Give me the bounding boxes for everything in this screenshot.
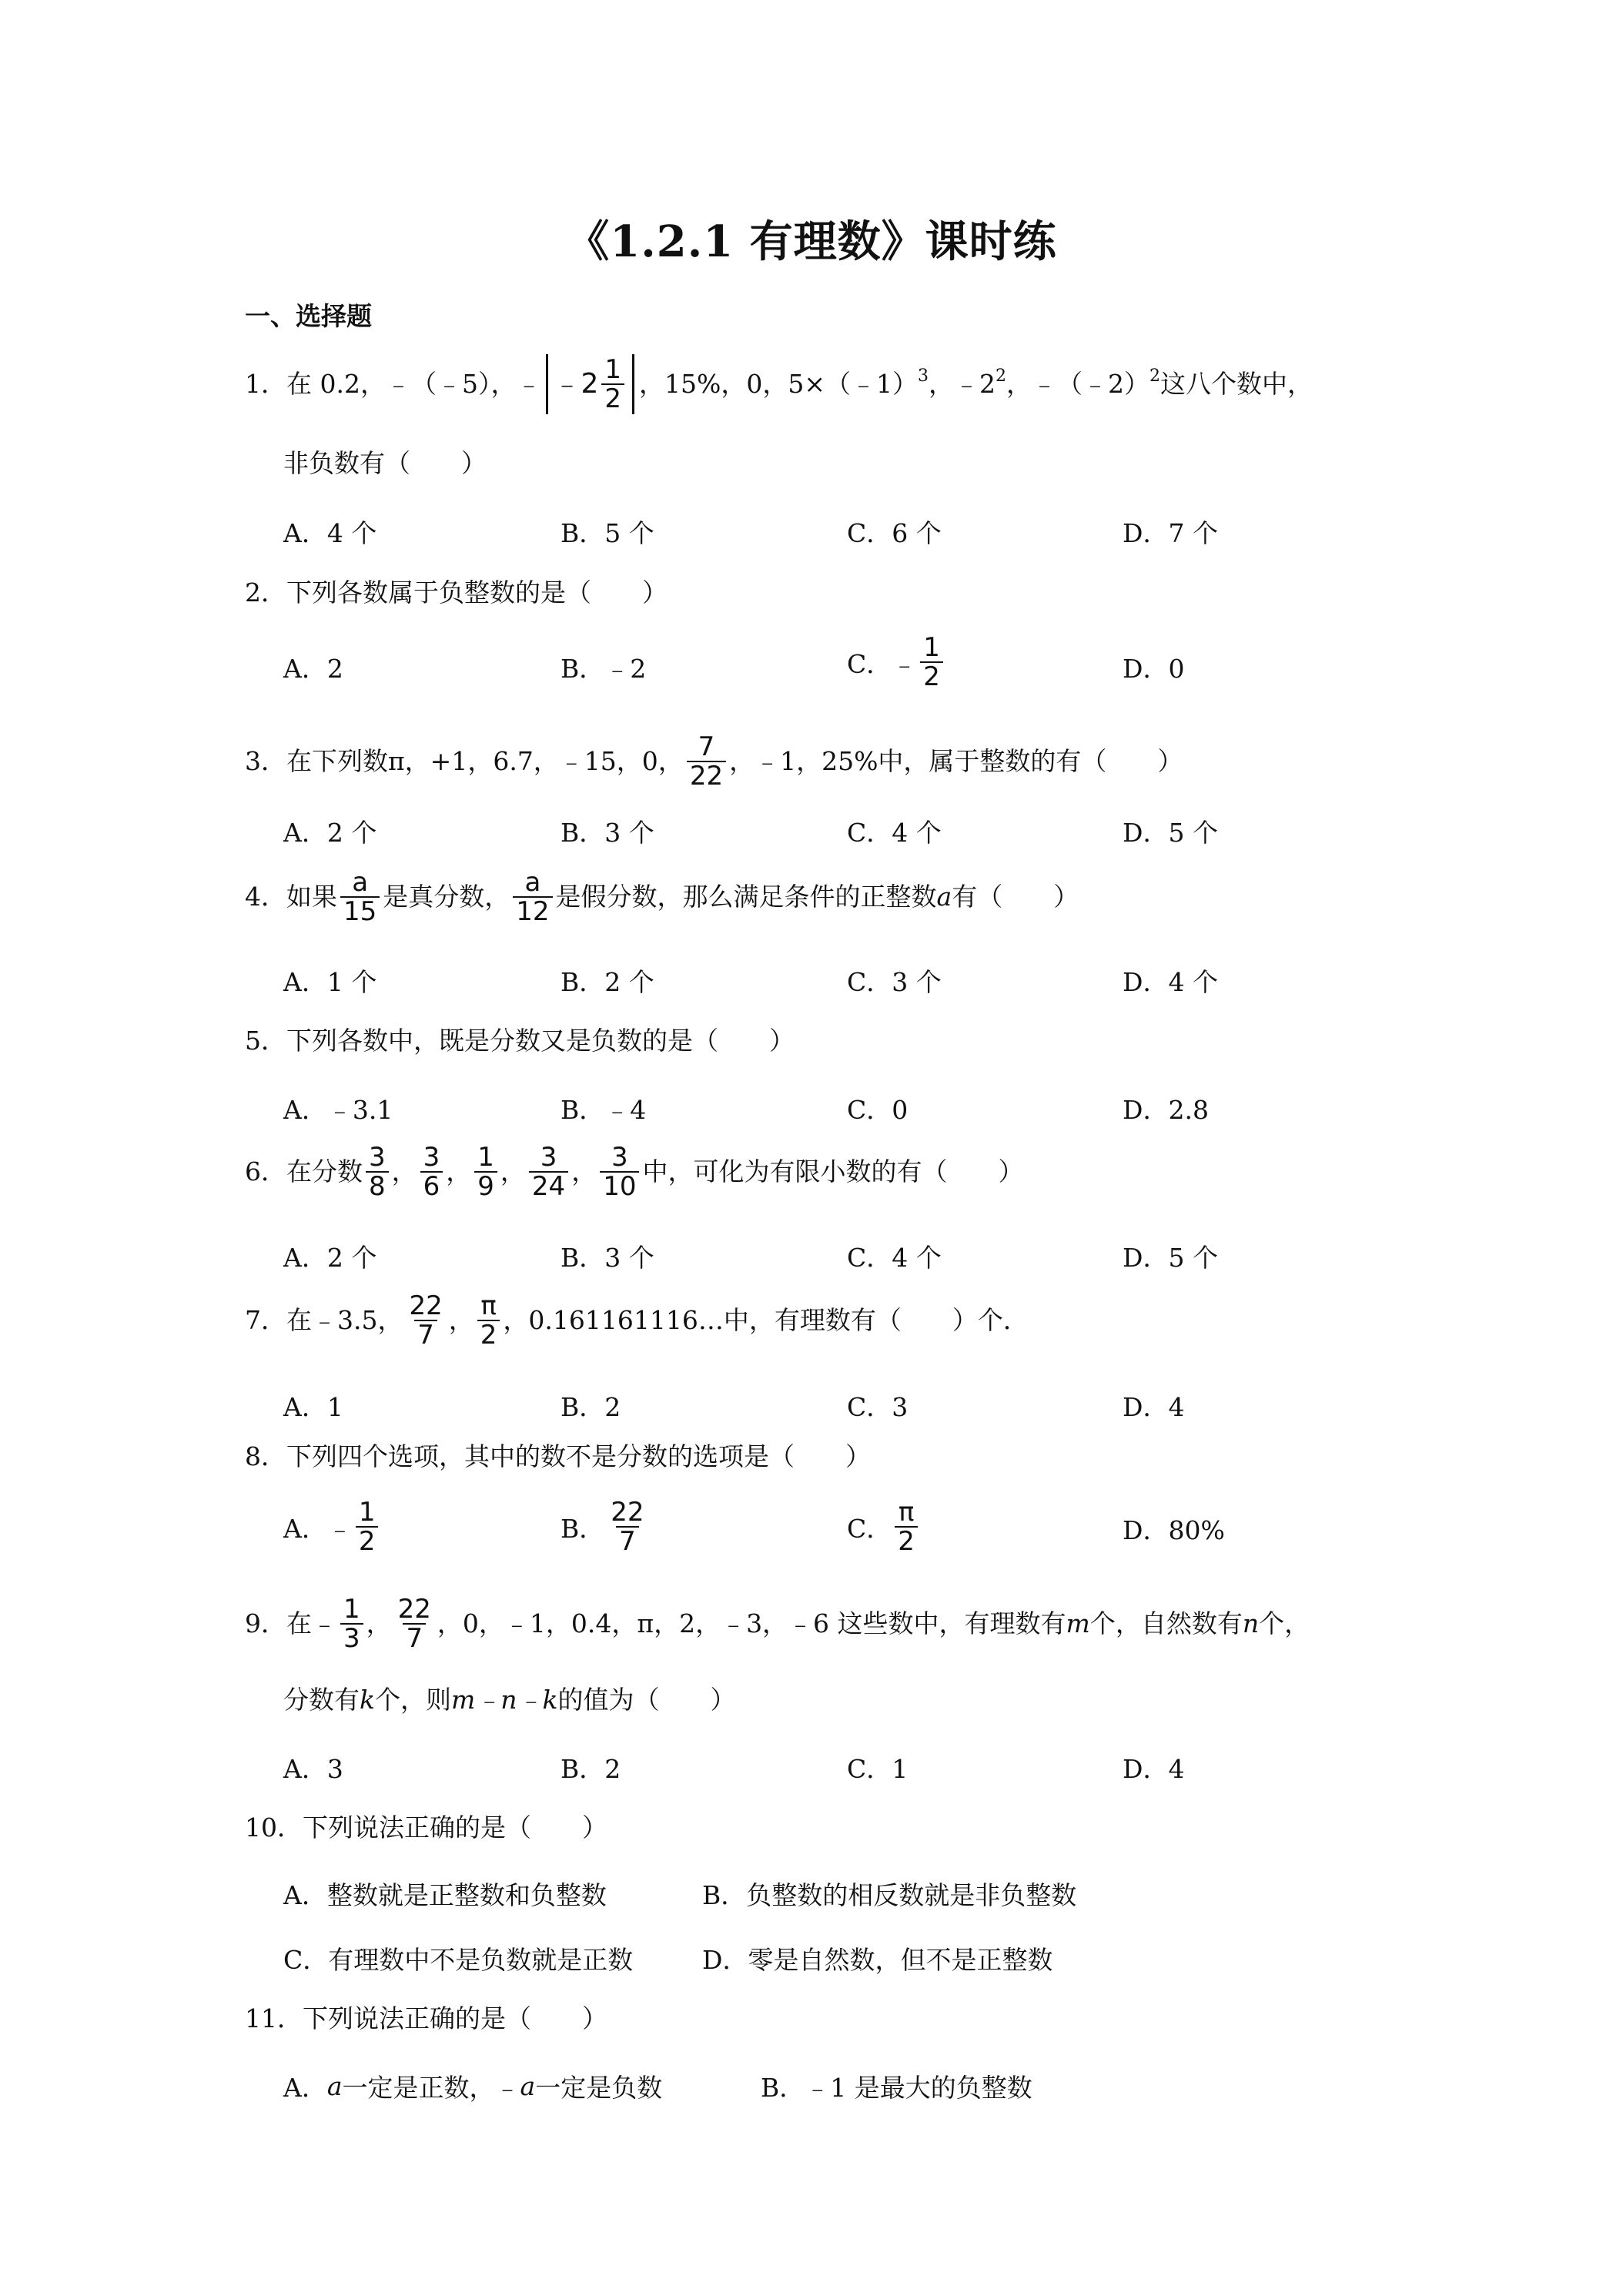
separator: ， — [500, 1156, 526, 1186]
numerator: a — [352, 867, 369, 898]
denominator: 7 — [414, 1320, 437, 1349]
q1-mixed-whole: ﹣2 — [553, 368, 599, 400]
separator: ， — [366, 1608, 392, 1638]
q10-option-c[interactable]: C．有理数中不是负数就是正数 — [283, 1945, 634, 1975]
question-11: 11．下列说法正确的是（ ） — [245, 2003, 607, 2033]
denominator: 7 — [403, 1623, 426, 1652]
numerator: a — [524, 867, 541, 898]
denominator: 22 — [687, 761, 726, 790]
q1-text-c: ，﹣2 — [929, 369, 996, 399]
q9-fraction-2 — [395, 1595, 434, 1652]
q9-option-a[interactable]: A．3 — [283, 1754, 343, 1784]
q9-text-c: 个，自然数有 — [1089, 1608, 1243, 1638]
numerator: 22 — [409, 1290, 443, 1321]
q1-option-c[interactable]: C．6 个 — [847, 518, 942, 548]
q9-cont-a: 分数有 — [283, 1685, 360, 1715]
q1-option-d[interactable]: D．7 个 — [1123, 518, 1218, 548]
separator: ， — [391, 1156, 417, 1186]
q3-option-c[interactable]: C．4 个 — [847, 818, 942, 848]
q5-option-d[interactable]: D．2.8 — [1123, 1095, 1209, 1125]
q1-continuation: 非负数有（ ） — [283, 448, 487, 478]
q10-option-b[interactable]: B．负整数的相反数就是非负整数 — [702, 1880, 1077, 1910]
q1-option-a[interactable]: A．4 个 — [283, 518, 377, 548]
q9-cont-b: 个，则 — [375, 1685, 451, 1715]
q8-option-a-fraction — [356, 1498, 379, 1555]
q6-text-b: 中，可化为有限小数的有（ ） — [642, 1156, 1024, 1186]
q9-variable-k: k — [360, 1685, 375, 1715]
denominator: 9 — [474, 1171, 497, 1200]
q6-option-c[interactable]: C．4 个 — [847, 1243, 942, 1273]
separator: ， — [448, 1305, 474, 1335]
q1-option-b[interactable]: B．5 个 — [561, 518, 654, 548]
denominator: 6 — [420, 1171, 443, 1200]
q6-text-a: 6．在分数 — [245, 1156, 363, 1186]
q4-fraction-1 — [340, 869, 380, 925]
q9-fraction-1 — [340, 1595, 363, 1652]
numerator: 3 — [540, 1142, 557, 1173]
separator: ， — [446, 1156, 472, 1186]
q1-text-e: 这八个数中， — [1160, 369, 1313, 399]
q9-text-a: 9．在﹣ — [245, 1608, 337, 1638]
q11-option-a-text-1: 一定是正数，﹣ — [342, 2073, 520, 2103]
denominator: 24 — [529, 1171, 568, 1200]
q6-option-a[interactable]: A．2 个 — [283, 1243, 377, 1273]
denominator: 3 — [340, 1623, 363, 1652]
q11-option-a[interactable] — [283, 2068, 662, 2104]
q4-text-c: 是假分数，那么满足条件的正整数 — [555, 882, 937, 912]
question-10: 10．下列说法正确的是（ ） — [245, 1812, 607, 1842]
numerator: 1 — [604, 354, 622, 385]
numerator: π — [898, 1497, 915, 1528]
q2-option-c[interactable] — [847, 634, 946, 691]
q1-exp-3: 2 — [1149, 366, 1161, 386]
q7-option-d[interactable]: D．4 — [1123, 1392, 1185, 1422]
q5-option-c[interactable]: C．0 — [847, 1095, 909, 1125]
q1-text-a: 1．在 0.2，﹣（﹣5），﹣ — [245, 369, 542, 399]
q6-fraction-3 — [474, 1143, 497, 1200]
q8-option-a[interactable] — [283, 1498, 381, 1555]
q1-text-b: ，15%，0，5×（﹣1） — [639, 369, 919, 399]
q1-exp-2: 2 — [996, 366, 1007, 386]
q1-mixed-fraction — [601, 356, 624, 413]
abs-bar-right — [632, 354, 634, 414]
question-5: 5．下列各数中，既是分数又是负数的是（ ） — [245, 1026, 795, 1056]
numerator: 1 — [477, 1142, 494, 1173]
q6-fraction-5 — [600, 1143, 639, 1200]
q6-option-b[interactable]: B．3 个 — [561, 1243, 654, 1273]
q7-option-c[interactable]: C．3 — [847, 1392, 909, 1422]
q9-option-b[interactable]: B．2 — [561, 1754, 621, 1784]
section-heading: 一、选择题 — [245, 301, 372, 331]
q11-variable-a-1: a — [326, 2071, 343, 2101]
numerator: 22 — [611, 1497, 644, 1528]
q7-text-b: ，0.161161116…中，有理数有（ ）个． — [503, 1305, 1029, 1335]
denominator: 2 — [477, 1320, 500, 1349]
q3-option-a[interactable]: A．2 个 — [283, 818, 377, 848]
numerator: 3 — [611, 1142, 628, 1173]
q9-variable-n: n — [1242, 1608, 1260, 1638]
q6-fraction-2 — [420, 1143, 443, 1200]
question-8: 8．下列四个选项，其中的数不是分数的选项是（ ） — [245, 1441, 871, 1471]
denominator: 12 — [513, 896, 552, 925]
q3-text-a: 3．在下列数π，+1，6.7，﹣15，0， — [245, 746, 684, 776]
q3-text-b: ，﹣1，25%中，属于整数的有（ ） — [729, 746, 1183, 776]
q8-option-a-sign: ﹣ — [326, 1513, 353, 1544]
q9-option-d[interactable]: D．4 — [1123, 1754, 1185, 1784]
q11-option-b[interactable]: B．﹣1 是最大的负整数 — [761, 2073, 1032, 2103]
q4-text-d: 有（ ） — [952, 882, 1079, 912]
q5-option-a[interactable]: A．﹣3.1 — [283, 1095, 393, 1125]
q6-option-d[interactable]: D．5 个 — [1123, 1243, 1218, 1273]
q3-option-b[interactable]: B．3 个 — [561, 818, 654, 848]
q2-option-b[interactable]: B．﹣2 — [561, 654, 647, 684]
question-9 — [245, 1595, 1310, 1652]
q2-option-d[interactable]: D．0 — [1123, 654, 1185, 684]
numerator: 3 — [423, 1142, 440, 1173]
question-2: 2．下列各数属于负整数的是（ ） — [245, 577, 668, 607]
q4-option-d[interactable]: D．4 个 — [1123, 967, 1218, 997]
separator: ， — [571, 1156, 597, 1186]
q10-option-a[interactable]: A．整数就是正整数和负整数 — [283, 1880, 607, 1910]
q1-exp-1: 3 — [918, 366, 929, 386]
q9-text-d: 个， — [1259, 1608, 1310, 1638]
q1-abs-mixed-number — [541, 354, 639, 414]
q9-text-b: ，0，﹣1，0.4，π，2，﹣3，﹣6 这些数中，有理数有 — [437, 1608, 1066, 1638]
q8-option-b-fraction — [607, 1498, 647, 1555]
q6-fraction-4 — [529, 1143, 568, 1200]
denominator: 2 — [601, 383, 624, 413]
q4-text-b: 是真分数， — [383, 882, 510, 912]
denominator: 10 — [600, 1171, 639, 1200]
q9-cont-c: 的值为（ ） — [557, 1685, 736, 1715]
q5-option-b[interactable]: B．﹣4 — [561, 1095, 647, 1125]
denominator: 8 — [366, 1171, 389, 1200]
q8-option-a-label: A． — [283, 1513, 327, 1544]
q7-fraction-2 — [477, 1292, 500, 1349]
numerator: 3 — [369, 1142, 386, 1173]
q8-option-c[interactable] — [847, 1498, 921, 1555]
q11-option-a-label: A． — [283, 2073, 327, 2103]
q2-option-c-label: C．﹣ — [847, 648, 918, 679]
q2-option-a[interactable]: A．2 — [283, 654, 343, 684]
numerator: 1 — [343, 1594, 360, 1625]
q8-option-d[interactable]: D．80% — [1123, 1515, 1225, 1545]
denominator: 7 — [616, 1526, 639, 1555]
q4-option-c[interactable]: C．3 个 — [847, 967, 942, 997]
numerator: 1 — [923, 632, 940, 663]
q8-option-b[interactable] — [561, 1498, 651, 1555]
q9-continuation — [283, 1685, 736, 1715]
q4-fraction-2 — [513, 869, 552, 925]
q8-option-b-label: B． — [561, 1513, 605, 1544]
numerator: 22 — [397, 1594, 431, 1625]
q8-option-c-label: C． — [847, 1513, 892, 1544]
q7-fraction-1 — [406, 1292, 445, 1349]
q3-option-d[interactable]: D．5 个 — [1123, 818, 1218, 848]
q3-fraction — [687, 733, 726, 790]
question-6 — [245, 1143, 1023, 1200]
q1-text-d: ，﹣（﹣2） — [1006, 369, 1150, 399]
q11-option-a-text-2: 一定是负数 — [535, 2073, 663, 2103]
denominator: 2 — [356, 1526, 379, 1555]
q4-option-a[interactable]: A．1 个 — [283, 967, 377, 997]
denominator: 2 — [920, 661, 943, 691]
abs-bar-left — [546, 354, 548, 414]
question-7 — [245, 1292, 1029, 1349]
numerator: 7 — [698, 731, 715, 762]
question-4 — [245, 869, 1079, 925]
q2-option-c-fraction — [920, 634, 943, 691]
q10-option-d[interactable]: D．零是自然数，但不是正整数 — [702, 1945, 1053, 1975]
question-3 — [245, 733, 1183, 790]
question-1 — [245, 354, 1313, 414]
page-title: 《1.2.1 有理数》课时练 — [566, 216, 1057, 267]
q9-expression: m﹣n﹣k — [451, 1685, 558, 1715]
denominator: 2 — [895, 1526, 918, 1555]
q11-variable-a-2: a — [520, 2071, 536, 2101]
q7-text-a: 7．在﹣3.5， — [245, 1305, 403, 1335]
q4-text-a: 4．如果 — [245, 882, 337, 912]
q7-option-b[interactable]: B．2 — [561, 1392, 621, 1422]
q8-option-c-fraction — [895, 1498, 918, 1555]
q4-variable-a: a — [936, 882, 952, 912]
q7-option-a[interactable]: A．1 — [283, 1392, 343, 1422]
q9-option-c[interactable]: C．1 — [847, 1754, 909, 1784]
numerator: π — [480, 1290, 497, 1321]
denominator: 15 — [340, 896, 380, 925]
q9-variable-m: m — [1066, 1608, 1090, 1638]
numerator: 1 — [358, 1497, 376, 1528]
q6-fraction-1 — [366, 1143, 389, 1200]
q4-option-b[interactable]: B．2 个 — [561, 967, 654, 997]
